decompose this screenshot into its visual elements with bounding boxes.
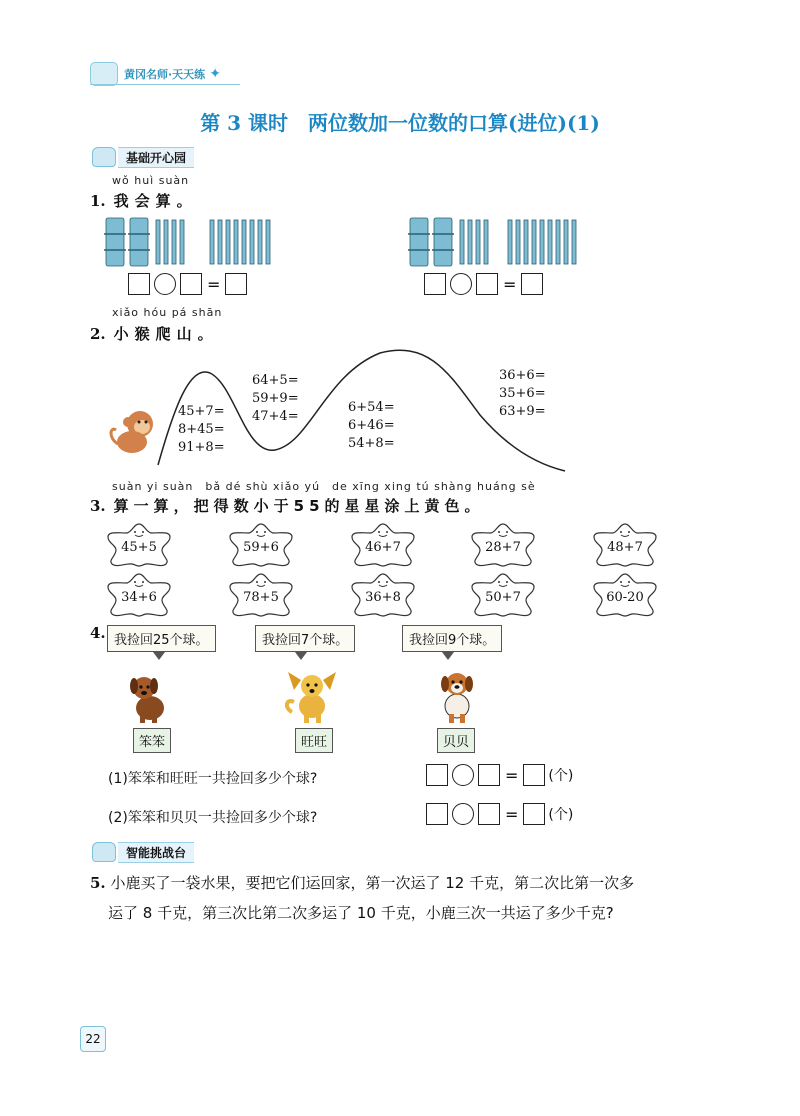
unit-label: (个) xyxy=(548,807,574,823)
answer-box[interactable] xyxy=(128,273,150,295)
star-problem[interactable] xyxy=(226,522,296,566)
bundle-of-ten xyxy=(130,218,148,266)
page-number: 22 xyxy=(80,1026,106,1052)
bear-icon xyxy=(92,842,116,862)
answer-box[interactable] xyxy=(476,273,498,295)
single-stick xyxy=(218,220,222,264)
star-problem[interactable] xyxy=(590,522,660,566)
q4-answer-2 xyxy=(425,803,573,825)
bear-icon xyxy=(92,147,116,167)
page-title: 第 3 课时 两位数加一位数的口算(进位)(1) xyxy=(200,111,600,135)
expr-group-4 xyxy=(499,367,546,421)
section-challenge xyxy=(92,841,194,863)
question-number: 1. xyxy=(90,192,106,210)
q4-sub-question-2: (2)笨笨和贝贝一共捡回多少个球? xyxy=(108,810,318,826)
problem-line: 小鹿买了一袋水果，要把它们运回家，第一次运了 12 千克，第二次比第一次多 xyxy=(110,874,635,892)
answer-box[interactable] xyxy=(523,764,545,786)
answer-box[interactable] xyxy=(478,764,500,786)
star-expression: 45+5 xyxy=(121,540,157,555)
equals-sign: = xyxy=(505,804,519,824)
expr-group-3 xyxy=(348,399,395,453)
expression: 59+9= xyxy=(252,391,299,406)
answer-box[interactable] xyxy=(180,273,202,295)
q5-problem xyxy=(90,868,730,928)
question-text: 小猴爬山。 xyxy=(113,325,219,343)
expression: 91+8= xyxy=(178,440,225,455)
star-problem[interactable] xyxy=(590,572,660,616)
sparkle-icon: ✦ xyxy=(209,66,221,82)
star-problem[interactable] xyxy=(226,572,296,616)
question-number: 3. xyxy=(90,497,106,515)
question-number: 5. xyxy=(90,874,106,892)
single-stick xyxy=(258,220,262,264)
answer-box[interactable] xyxy=(523,803,545,825)
q2-heading xyxy=(90,323,219,344)
section-basic xyxy=(92,146,194,168)
expr-group-1 xyxy=(178,403,225,457)
single-stick xyxy=(250,220,254,264)
expr-group-2 xyxy=(252,372,299,426)
q1-answer-right xyxy=(423,273,544,295)
star-problem[interactable] xyxy=(468,572,538,616)
brand-text: 黄冈名师·天天练 xyxy=(124,68,206,81)
single-stick xyxy=(156,220,160,264)
single-stick xyxy=(210,220,214,264)
single-stick xyxy=(226,220,230,264)
star-expression: 36+8 xyxy=(365,590,401,605)
speech-bubble-2: 我捡回7个球。 xyxy=(255,625,355,660)
equals-sign: = xyxy=(505,765,519,785)
single-stick xyxy=(266,220,270,264)
problem-line: 运了 8 千克，第三次比第二次多运了 10 千克，小鹿三次一共运了多少千克? xyxy=(108,904,614,922)
star-expression: 34+6 xyxy=(121,590,157,605)
expression: 54+8= xyxy=(348,436,395,451)
equals-sign: = xyxy=(207,274,221,294)
star-expression: 78+5 xyxy=(243,590,279,605)
q1-pinyin: wǒ huì suàn xyxy=(112,174,190,187)
q2-pinyin: xiǎo hóu pá shān xyxy=(112,306,223,319)
star-expression: 60-20 xyxy=(606,590,644,605)
name-tag-benben: 笨笨 xyxy=(133,728,171,753)
q1-heading xyxy=(90,190,198,211)
bear-logo-icon xyxy=(90,62,118,86)
single-stick xyxy=(172,220,176,264)
expression: 64+5= xyxy=(252,373,299,388)
answer-box[interactable] xyxy=(426,803,448,825)
single-stick xyxy=(234,220,238,264)
star-problem[interactable] xyxy=(104,572,174,616)
answer-box[interactable] xyxy=(521,273,543,295)
operator-circle[interactable] xyxy=(452,764,474,786)
operator-circle[interactable] xyxy=(154,273,176,295)
expression: 36+6= xyxy=(499,368,546,383)
star-expression: 48+7 xyxy=(607,540,643,555)
answer-box[interactable] xyxy=(225,273,247,295)
dog-wangwang-icon xyxy=(282,668,340,724)
expression: 47+4= xyxy=(252,409,299,424)
bundle-of-ten xyxy=(106,218,124,266)
operator-circle[interactable] xyxy=(450,273,472,295)
unit-label: (个) xyxy=(548,768,574,784)
expression: 6+46= xyxy=(348,418,395,433)
section-label: 基础开心园 xyxy=(118,147,194,168)
star-problem[interactable] xyxy=(348,522,418,566)
expression: 63+9= xyxy=(499,404,546,419)
q4-answer-1 xyxy=(425,764,573,786)
expression: 6+54= xyxy=(348,400,395,415)
expression: 45+7= xyxy=(178,404,225,419)
speech-bubble-1: 我捡回25个球。 xyxy=(107,625,216,660)
star-problem[interactable] xyxy=(104,522,174,566)
answer-box[interactable] xyxy=(478,803,500,825)
q3-pinyin: suàn yi suàn bǎ dé shù xiǎo yú de xīng xing tú shàng huáng sè xyxy=(112,480,536,493)
header-brand xyxy=(90,62,221,86)
star-problem[interactable] xyxy=(468,522,538,566)
dog-benben-icon xyxy=(122,672,172,724)
q1-answer-left xyxy=(127,273,248,295)
question-number: 2. xyxy=(90,325,106,343)
star-problem[interactable] xyxy=(348,572,418,616)
counting-sticks-left xyxy=(104,216,284,268)
q4-number: 4. xyxy=(90,624,106,642)
star-expression: 50+7 xyxy=(485,590,521,605)
question-text: 我会算。 xyxy=(113,192,198,210)
q4-sub-question-1: (1)笨笨和旺旺一共捡回多少个球? xyxy=(108,771,318,787)
operator-circle[interactable] xyxy=(452,803,474,825)
q3-heading xyxy=(90,495,485,516)
equals-sign: = xyxy=(503,274,517,294)
name-tag-beibei: 贝贝 xyxy=(437,728,475,753)
dog-beibei-icon xyxy=(432,666,482,724)
single-stick xyxy=(164,220,168,264)
single-stick xyxy=(242,220,246,264)
name-tag-wangwang: 旺旺 xyxy=(295,728,333,753)
monkey-icon xyxy=(106,408,162,458)
star-expression: 59+6 xyxy=(243,540,279,555)
expression: 35+6= xyxy=(499,386,546,401)
counting-sticks-right xyxy=(408,216,588,268)
answer-box[interactable] xyxy=(426,764,448,786)
star-expression: 46+7 xyxy=(365,540,401,555)
expression: 8+45= xyxy=(178,422,225,437)
section-label: 智能挑战台 xyxy=(118,842,194,863)
speech-bubble-3: 我捡回9个球。 xyxy=(402,625,502,660)
single-stick xyxy=(180,220,184,264)
star-expression: 28+7 xyxy=(485,540,521,555)
header-divider xyxy=(90,84,240,85)
question-text: 算一算，把得数小于55的星星涂上黄色。 xyxy=(113,497,485,515)
answer-box[interactable] xyxy=(424,273,446,295)
